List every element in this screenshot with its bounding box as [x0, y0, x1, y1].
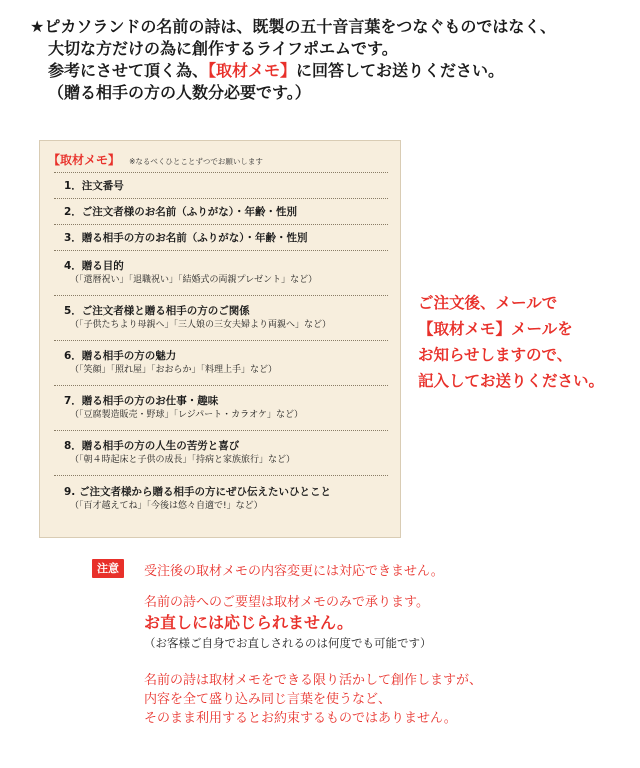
notice-line-2: 名前の詩へのご要望は取材メモのみで承ります。	[144, 595, 429, 610]
memo-item-title: 2．ご注文者様のお名前（ふりがな）・年齢・性別	[64, 205, 298, 218]
notice-line-5: 名前の詩は取材メモをできる限り活かして創作しますが、	[144, 673, 483, 688]
memo-item-title: 5．ご注文者様と贈る相手の方のご関係	[64, 305, 250, 317]
intro-memo-highlight: 【取材メモ】	[208, 61, 297, 80]
intro-line-3	[30, 60, 630, 82]
intro-text	[30, 16, 630, 104]
memo-item	[54, 199, 388, 225]
notice-line-3: お直しには応じられません。	[144, 613, 353, 632]
side-line-1: ご注文後、メールで	[418, 294, 558, 312]
intro-line-3-post: に回答してお送りください。	[296, 61, 505, 80]
notice-line-1: 受注後の取材メモの内容変更には対応できません。	[144, 564, 444, 579]
memo-item-title: 6．贈る相手の方の魅力	[64, 350, 177, 362]
memo-item-title: 7．贈る相手の方のお仕事・趣味	[64, 395, 219, 407]
memo-item	[54, 296, 388, 341]
memo-item-title: 8．贈る相手の方の人生の苦労と喜び	[64, 440, 240, 452]
memo-note: ※なるべくひとことずつでお願いします	[129, 157, 263, 166]
intro-line-1: ★ピカソランドの名前の詩は、既製の五十音言葉をつなぐものではなく、	[30, 17, 557, 36]
memo-box	[39, 140, 401, 538]
side-line-2: 【取材メモ】メールを	[418, 320, 573, 338]
caution-badge: 注意	[92, 559, 124, 578]
intro-line-3-pre: 参考にさせて頂く為、	[48, 61, 209, 80]
memo-item-title: 1．注文番号	[64, 179, 124, 192]
memo-item	[54, 341, 388, 386]
memo-item	[54, 251, 388, 296]
memo-item	[54, 173, 388, 199]
memo-item-title: 4．贈る目的	[64, 260, 124, 272]
notice-line-7: そのまま利用するとお約束するものではありません。	[144, 711, 457, 726]
notice-line-6: 内容を全て盛り込み同じ言葉を使うなど、	[144, 692, 392, 707]
memo-item	[54, 225, 388, 251]
memo-item-example: （「豆腐製造販売・野球」「レジパート・カラオケ」など）	[70, 410, 303, 420]
intro-line-2: 大切な方だけの為に創作するライフポエムです。	[48, 39, 398, 58]
memo-item-example: （「還暦祝い」「退職祝い」「結婚式の両親プレゼント」など）	[70, 275, 318, 285]
memo-item-example: （「百才越えてね」「今後は悠々自適で!」など）	[70, 500, 263, 511]
side-line-3: お知らせしますので、	[418, 346, 573, 364]
memo-item-title: 9. ご注文者様から贈る相手の方にぜひ伝えたいひとこと	[64, 485, 331, 498]
memo-header	[48, 149, 263, 168]
memo-item-example: （「子供たちより母親へ」「三人娘の三女夫婦より両親へ」など）	[70, 320, 332, 330]
notice-line-4: （お客様ご自身でお直しされるのは何度でも可能です）	[144, 636, 432, 650]
memo-item	[54, 431, 388, 476]
memo-item-title: 3．贈る相手の方のお名前（ふりがな）・年齢・性別	[64, 231, 308, 244]
side-note	[418, 290, 628, 394]
memo-item-example: （「笑顔」「照れ屋」「おおらか」「料理上手」など）	[70, 365, 278, 375]
memo-list	[54, 172, 388, 521]
memo-item-example: （「朝４時起床と子供の成長」「持病と家族旅行」など）	[70, 455, 296, 465]
intro-line-4: （贈る相手の方の人数分必要です。）	[48, 83, 311, 102]
memo-label: 【取材メモ】	[48, 153, 121, 167]
side-line-4: 記入してお送りください。	[418, 372, 605, 390]
memo-item	[54, 386, 388, 431]
memo-item	[54, 476, 388, 521]
